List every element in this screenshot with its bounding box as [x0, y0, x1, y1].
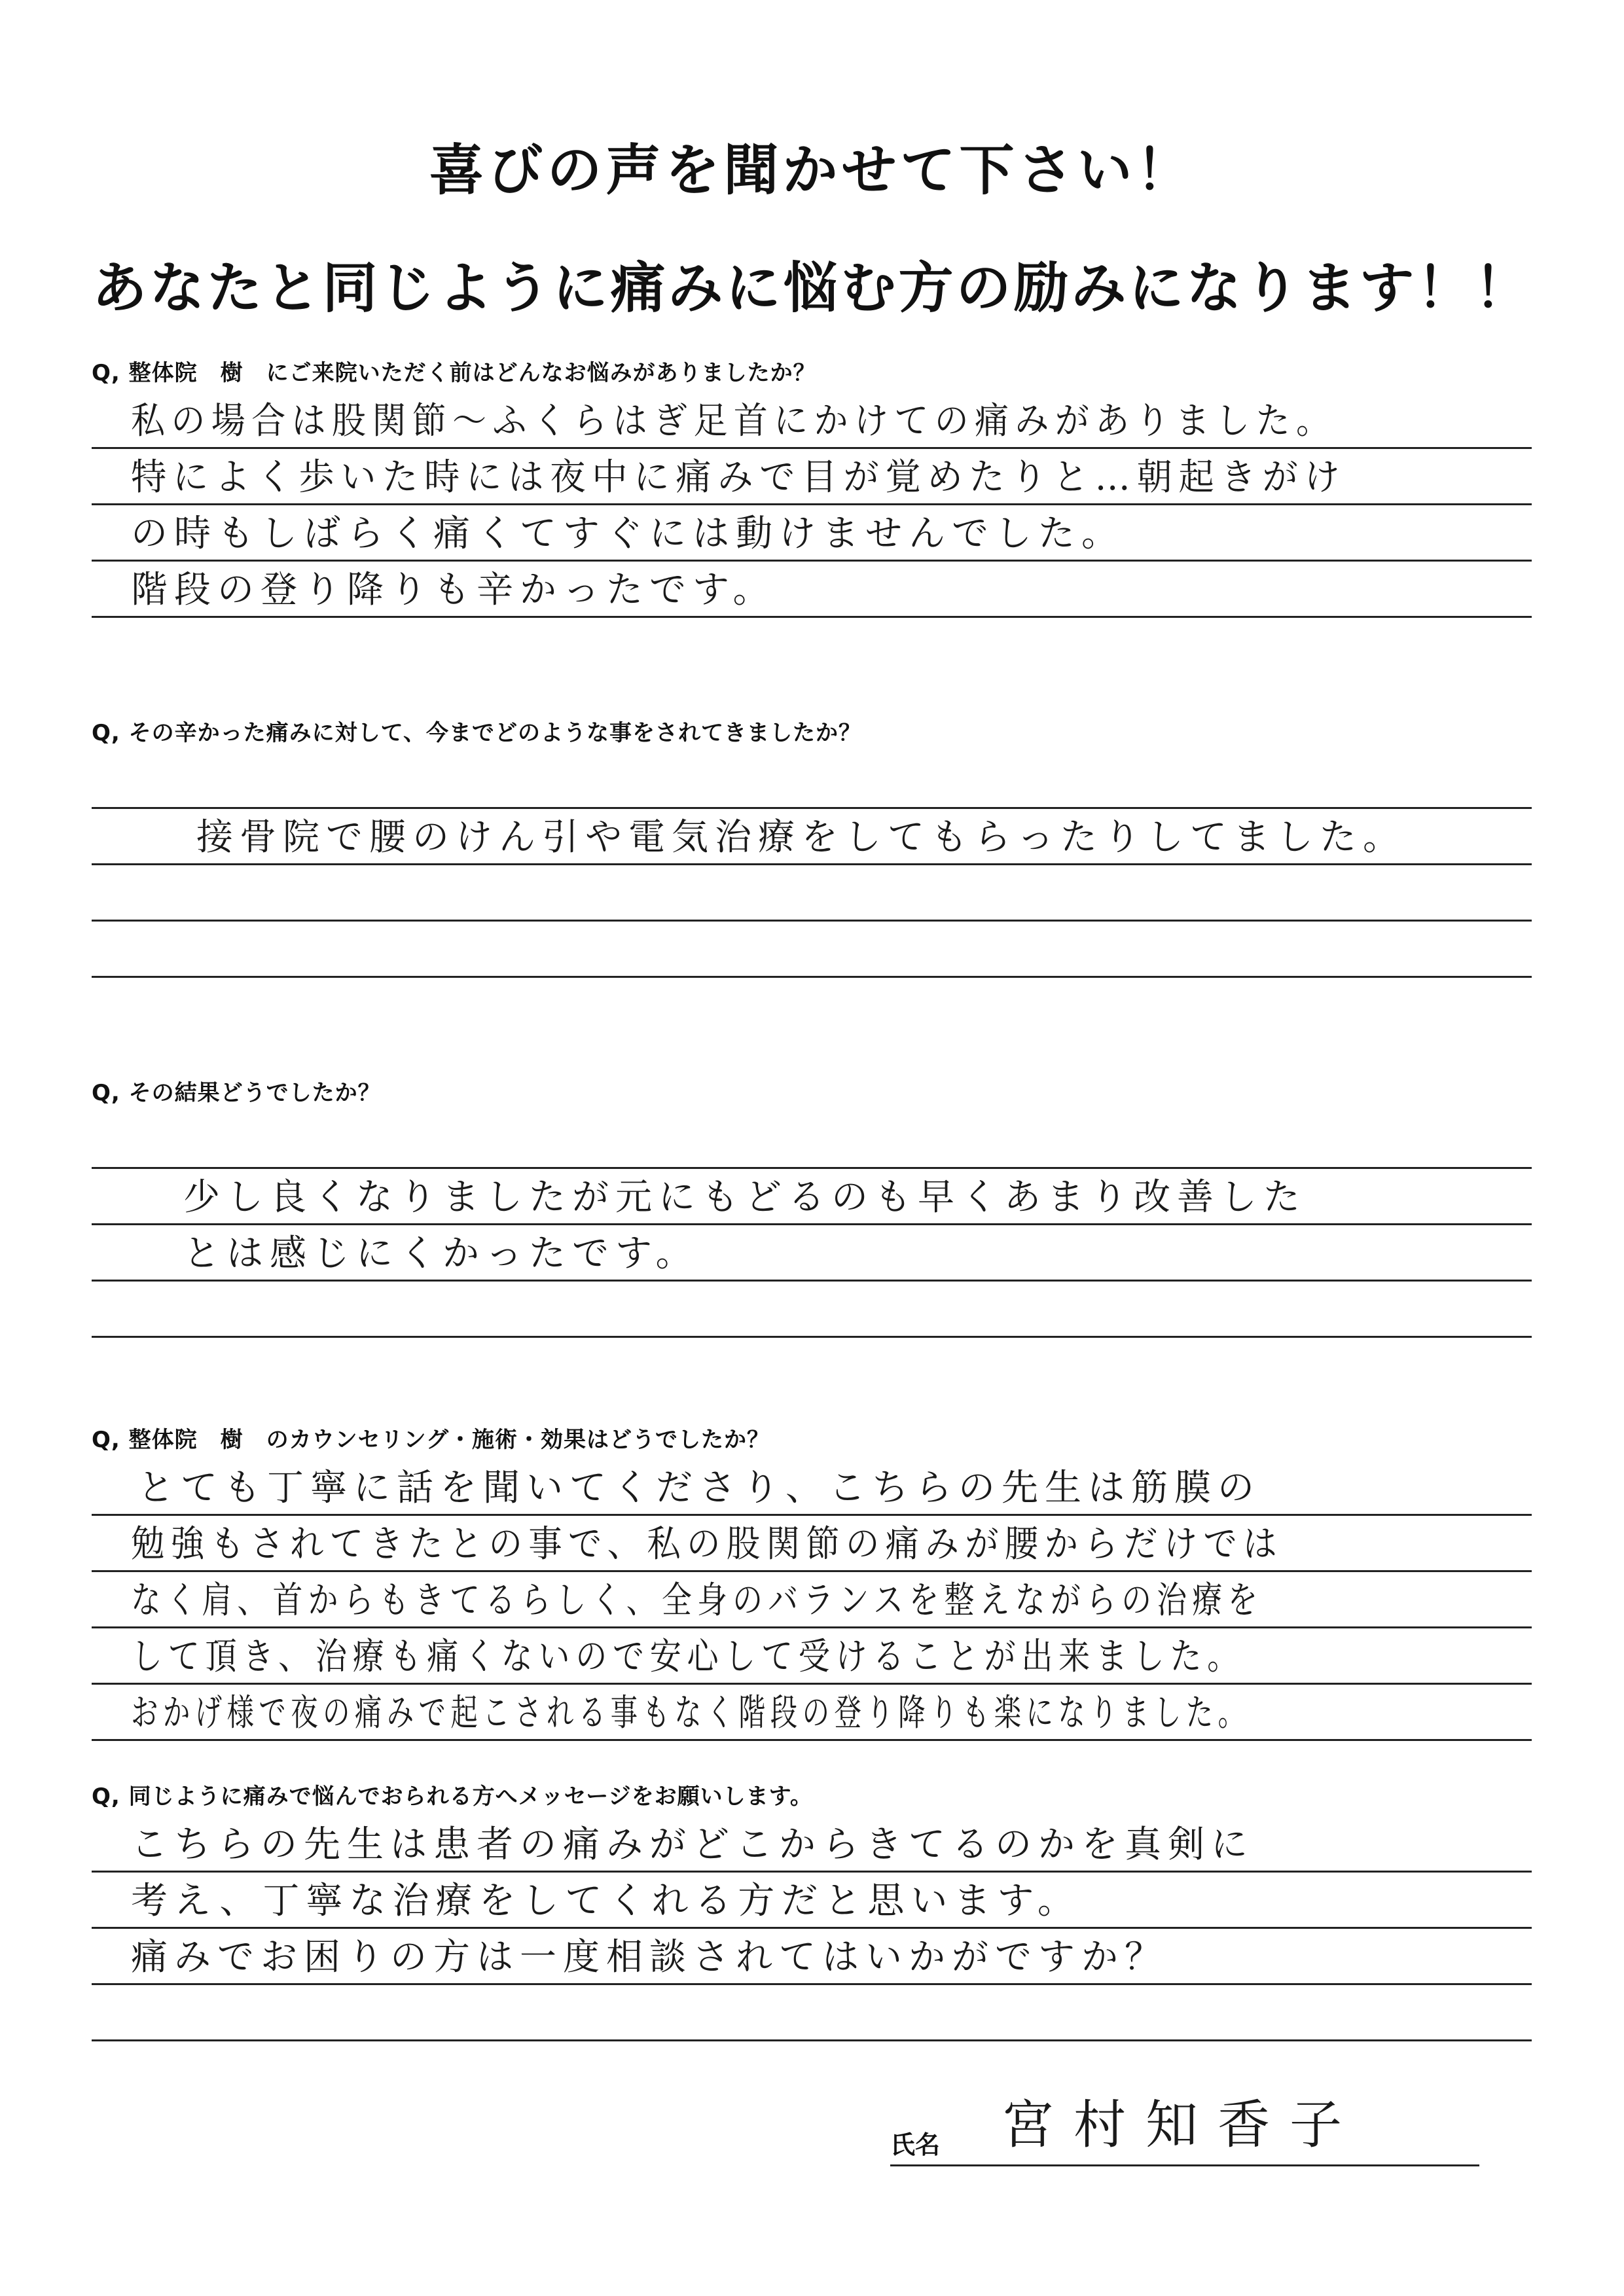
qa-block-4 — [92, 1420, 1532, 1741]
question-text: Q, 整体院 樹 にご来院いただく前はどんなお悩みがありましたか？ — [92, 360, 816, 386]
answer-line — [92, 865, 1532, 922]
question-text: Q, 整体院 樹 のカウンセリング・施術・効果はどうでしたか？ — [92, 1427, 770, 1453]
answer-line — [92, 1460, 1532, 1516]
qa-block-5 — [92, 1777, 1532, 2041]
answer-line — [92, 393, 1532, 449]
answer-line — [92, 1282, 1532, 1338]
answer-text: して頂き、治療も痛くないので安心して受けることが出来ました。 — [131, 1636, 1244, 1678]
answer-line — [92, 449, 1532, 505]
answer-lines — [92, 753, 1532, 978]
answer-text: なく肩、首からもきてるらしく、全身のバランスを整えながらの治療を — [131, 1579, 1263, 1622]
answer-line — [92, 1572, 1532, 1628]
answer-text: 階段の登り降りも辛かったです。 — [131, 569, 776, 611]
answer-text: 考え、丁寧な治療をしてくれる方だと思います。 — [131, 1880, 1081, 1922]
answer-line — [92, 753, 1532, 809]
answer-line — [92, 1985, 1532, 2041]
answer-text: の時もしばらく痛くてすぐには動けませんでした。 — [131, 512, 1125, 555]
answer-text: とは感じにくかったです。 — [183, 1232, 699, 1275]
answer-line — [92, 1225, 1532, 1282]
answer-line — [92, 562, 1532, 618]
question-text: Q, その辛かった痛みに対して、今までどのような事をされてきましたか？ — [92, 720, 861, 746]
answer-lines — [92, 1113, 1532, 1338]
answer-lines — [92, 1816, 1532, 2041]
header-title: 喜びの声を聞かせて下さい！ — [429, 137, 1195, 202]
answer-line — [92, 1685, 1532, 1741]
answer-line — [92, 1169, 1532, 1225]
signature-name: 宮村知香子 — [1001, 2094, 1362, 2155]
answer-line — [92, 1816, 1532, 1873]
answer-line — [92, 1628, 1532, 1685]
qa-block-1 — [92, 353, 1532, 618]
answer-text: 少し良くなりましたが元にもどるのも早くあまり改善した — [183, 1176, 1307, 1219]
qa-block-3 — [92, 1073, 1532, 1338]
answer-line — [92, 1113, 1532, 1169]
answer-text: こちらの先生は患者の痛みがどこからきてるのかを真剣に — [131, 1823, 1254, 1866]
answer-text: 特によく歩いた時には夜中に痛みで目が覚めたりと…朝起きがけ — [131, 456, 1346, 499]
answer-text: 痛みでお困りの方は一度相談されてはいかがですか？ — [131, 1936, 1168, 1979]
page-header — [0, 124, 1624, 334]
question-text: Q, その結果どうでしたか？ — [92, 1080, 381, 1106]
question-text: Q, 同じように痛みで悩んでおられる方へメッセージをお願いします。 — [92, 1784, 813, 1810]
answer-line — [92, 809, 1532, 865]
qa-block-2 — [92, 713, 1532, 978]
answer-text: 接骨院で腰のけん引や電気治療をしてもらったりしてました。 — [196, 816, 1406, 859]
answer-line — [92, 505, 1532, 562]
answer-text: 勉強もされてきたとの事で、私の股関節の痛みが腰からだけでは — [131, 1523, 1283, 1566]
signature-label: 氏名 — [890, 2130, 941, 2159]
answer-text: おかげ様で夜の痛みで起こされる事もなく階段の登り降りも楽になりました。 — [131, 1692, 1250, 1734]
answer-text: とても丁寧に話を聞いてくださり、こちらの先生は筋膜の — [137, 1467, 1261, 1509]
answer-line — [92, 922, 1532, 978]
answer-text: 私の場合は股関節～ふくらはぎ足首にかけての痛みがありました。 — [131, 400, 1337, 442]
header-subtitle: あなたと同じように痛みに悩む方の励みになります！！ — [92, 255, 1532, 320]
answer-line — [92, 1516, 1532, 1572]
answer-line — [92, 1929, 1532, 1985]
answer-line — [92, 1873, 1532, 1929]
signature-field — [890, 2088, 1479, 2166]
answer-lines — [92, 1460, 1532, 1741]
answer-lines — [92, 393, 1532, 618]
